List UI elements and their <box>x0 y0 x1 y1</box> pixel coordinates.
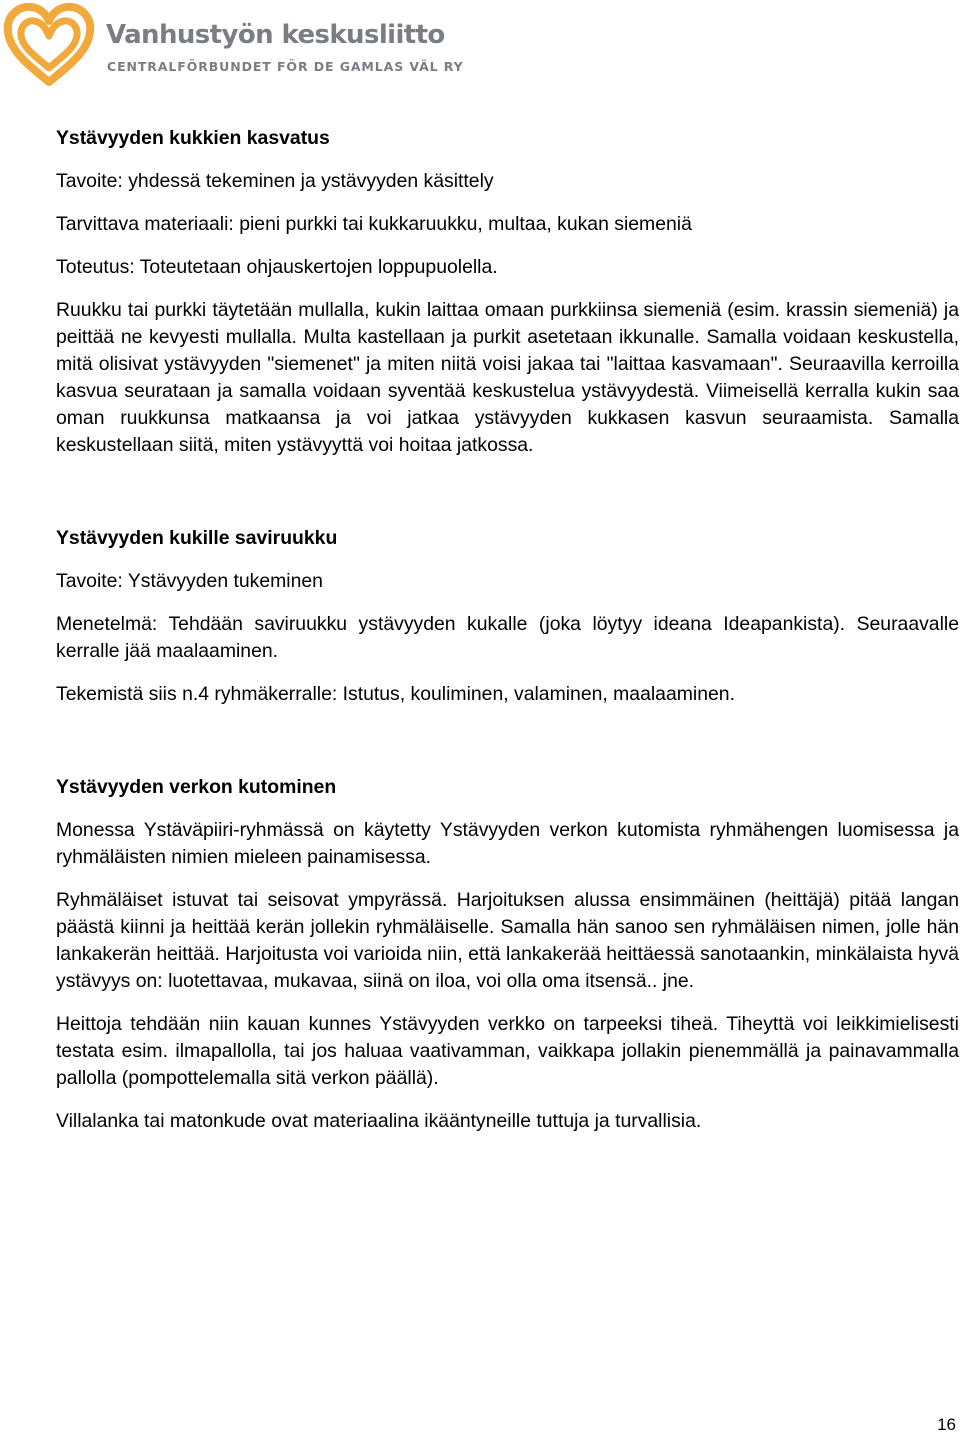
paragraph: Monessa Ystäväpiiri-ryhmässä on käytetty Ystävyyden verkon kutomista ryhmähengen luomisessa ja ryhmäläisten nimien mieleen painamisessa. <box>56 819 959 868</box>
document-body <box>56 125 959 1151</box>
paragraph: Heittoja tehdään niin kauan kunnes Ystävyyden verkko on tarpeeksi tiheä. Tiheyttä voi leikkimielisesti testata esim. ilmapallolla, tai jos haluaa vaativamman, vaikkapa jollakin pienemmällä ja painavammalla pallolla (pompottelemalla sitä verkon päällä). <box>56 1013 959 1089</box>
section-title: Ystävyyden kukille saviruukku <box>56 527 338 549</box>
section-title: Ystävyyden verkon kutominen <box>56 776 337 798</box>
section-spacer <box>56 475 959 525</box>
section-spacer <box>56 724 959 774</box>
heart-logo-icon <box>2 2 96 88</box>
organization-name: Vanhustyön keskusliitto <box>106 20 445 50</box>
paragraph: Menetelmä: Tehdään saviruukku ystävyyden kukalle (joka löytyy ideana Ideapankista). Seuraavalle kerralle jää maalaaminen. <box>56 613 959 662</box>
paragraph: Tavoite: yhdessä tekeminen ja ystävyyden käsittely <box>56 170 494 192</box>
paragraph: Ryhmäläiset istuvat tai seisovat ympyrässä. Harjoituksen alussa ensimmäinen (heittäjä) pitää langan päästä kiinni ja heittää kerän jollekin ryhmäläiselle. Samalla hän sanoo sen ryhmäläisen nimen, jolle hän lankakerän heittää. Harjoitusta voi varioida niin, että lankakerää heittäessä sanotaankin, minkälaista hyvä ystävyys on: luotettavaa, mukavaa, siinä on iloa, voi olla oma itsensä.. jne. <box>56 889 959 992</box>
section-title: Ystävyyden kukkien kasvatus <box>56 127 330 149</box>
paragraph: Tavoite: Ystävyyden tukeminen <box>56 570 323 592</box>
organization-subtitle: CENTRALFÖRBUNDET FÖR DE GAMLAS VÄL RY <box>107 59 464 74</box>
paragraph: Tarvittava materiaali: pieni purkki tai kukkaruukku, multaa, kukan siemeniä <box>56 213 692 235</box>
section-kukkien-kasvatus <box>56 125 959 459</box>
page-number: 16 <box>937 1415 956 1434</box>
section-verkon-kutominen <box>56 774 959 1135</box>
page-header <box>0 0 960 90</box>
paragraph: Ruukku tai purkki täytetään mullalla, kukin laittaa omaan purkkiinsa siemeniä (esim. krassin siemeniä) ja peittää ne kevyesti mullalla. Multa kastellaan ja purkit asetetaan ikkunalle. Samalla voidaan keskustella, mitä olisivat ystävyyden "siemenet" ja miten niitä voisi jakaa tai "laittaa kasvamaan". Seuraavilla kerroilla kasvua seurataan ja samalla voidaan syventää keskustelua ystävyydestä. Viimeisellä kerralla kukin saa oman ruukkunsa matkaansa ja voi jatkaa ystävyyden kukkasen kasvun seuraamista. Samalla keskustellaan siitä, miten ystävyyttä voi hoitaa jatkossa. <box>56 299 959 456</box>
paragraph: Tekemistä siis n.4 ryhmäkerralle: Istutus, kouliminen, valaminen, maalaaminen. <box>56 683 735 705</box>
paragraph: Villalanka tai matonkude ovat materiaalina ikääntyneille tuttuja ja turvallisia. <box>56 1110 702 1132</box>
section-saviruukku <box>56 525 959 708</box>
paragraph: Toteutus: Toteutetaan ohjauskertojen loppupuolella. <box>56 256 498 278</box>
